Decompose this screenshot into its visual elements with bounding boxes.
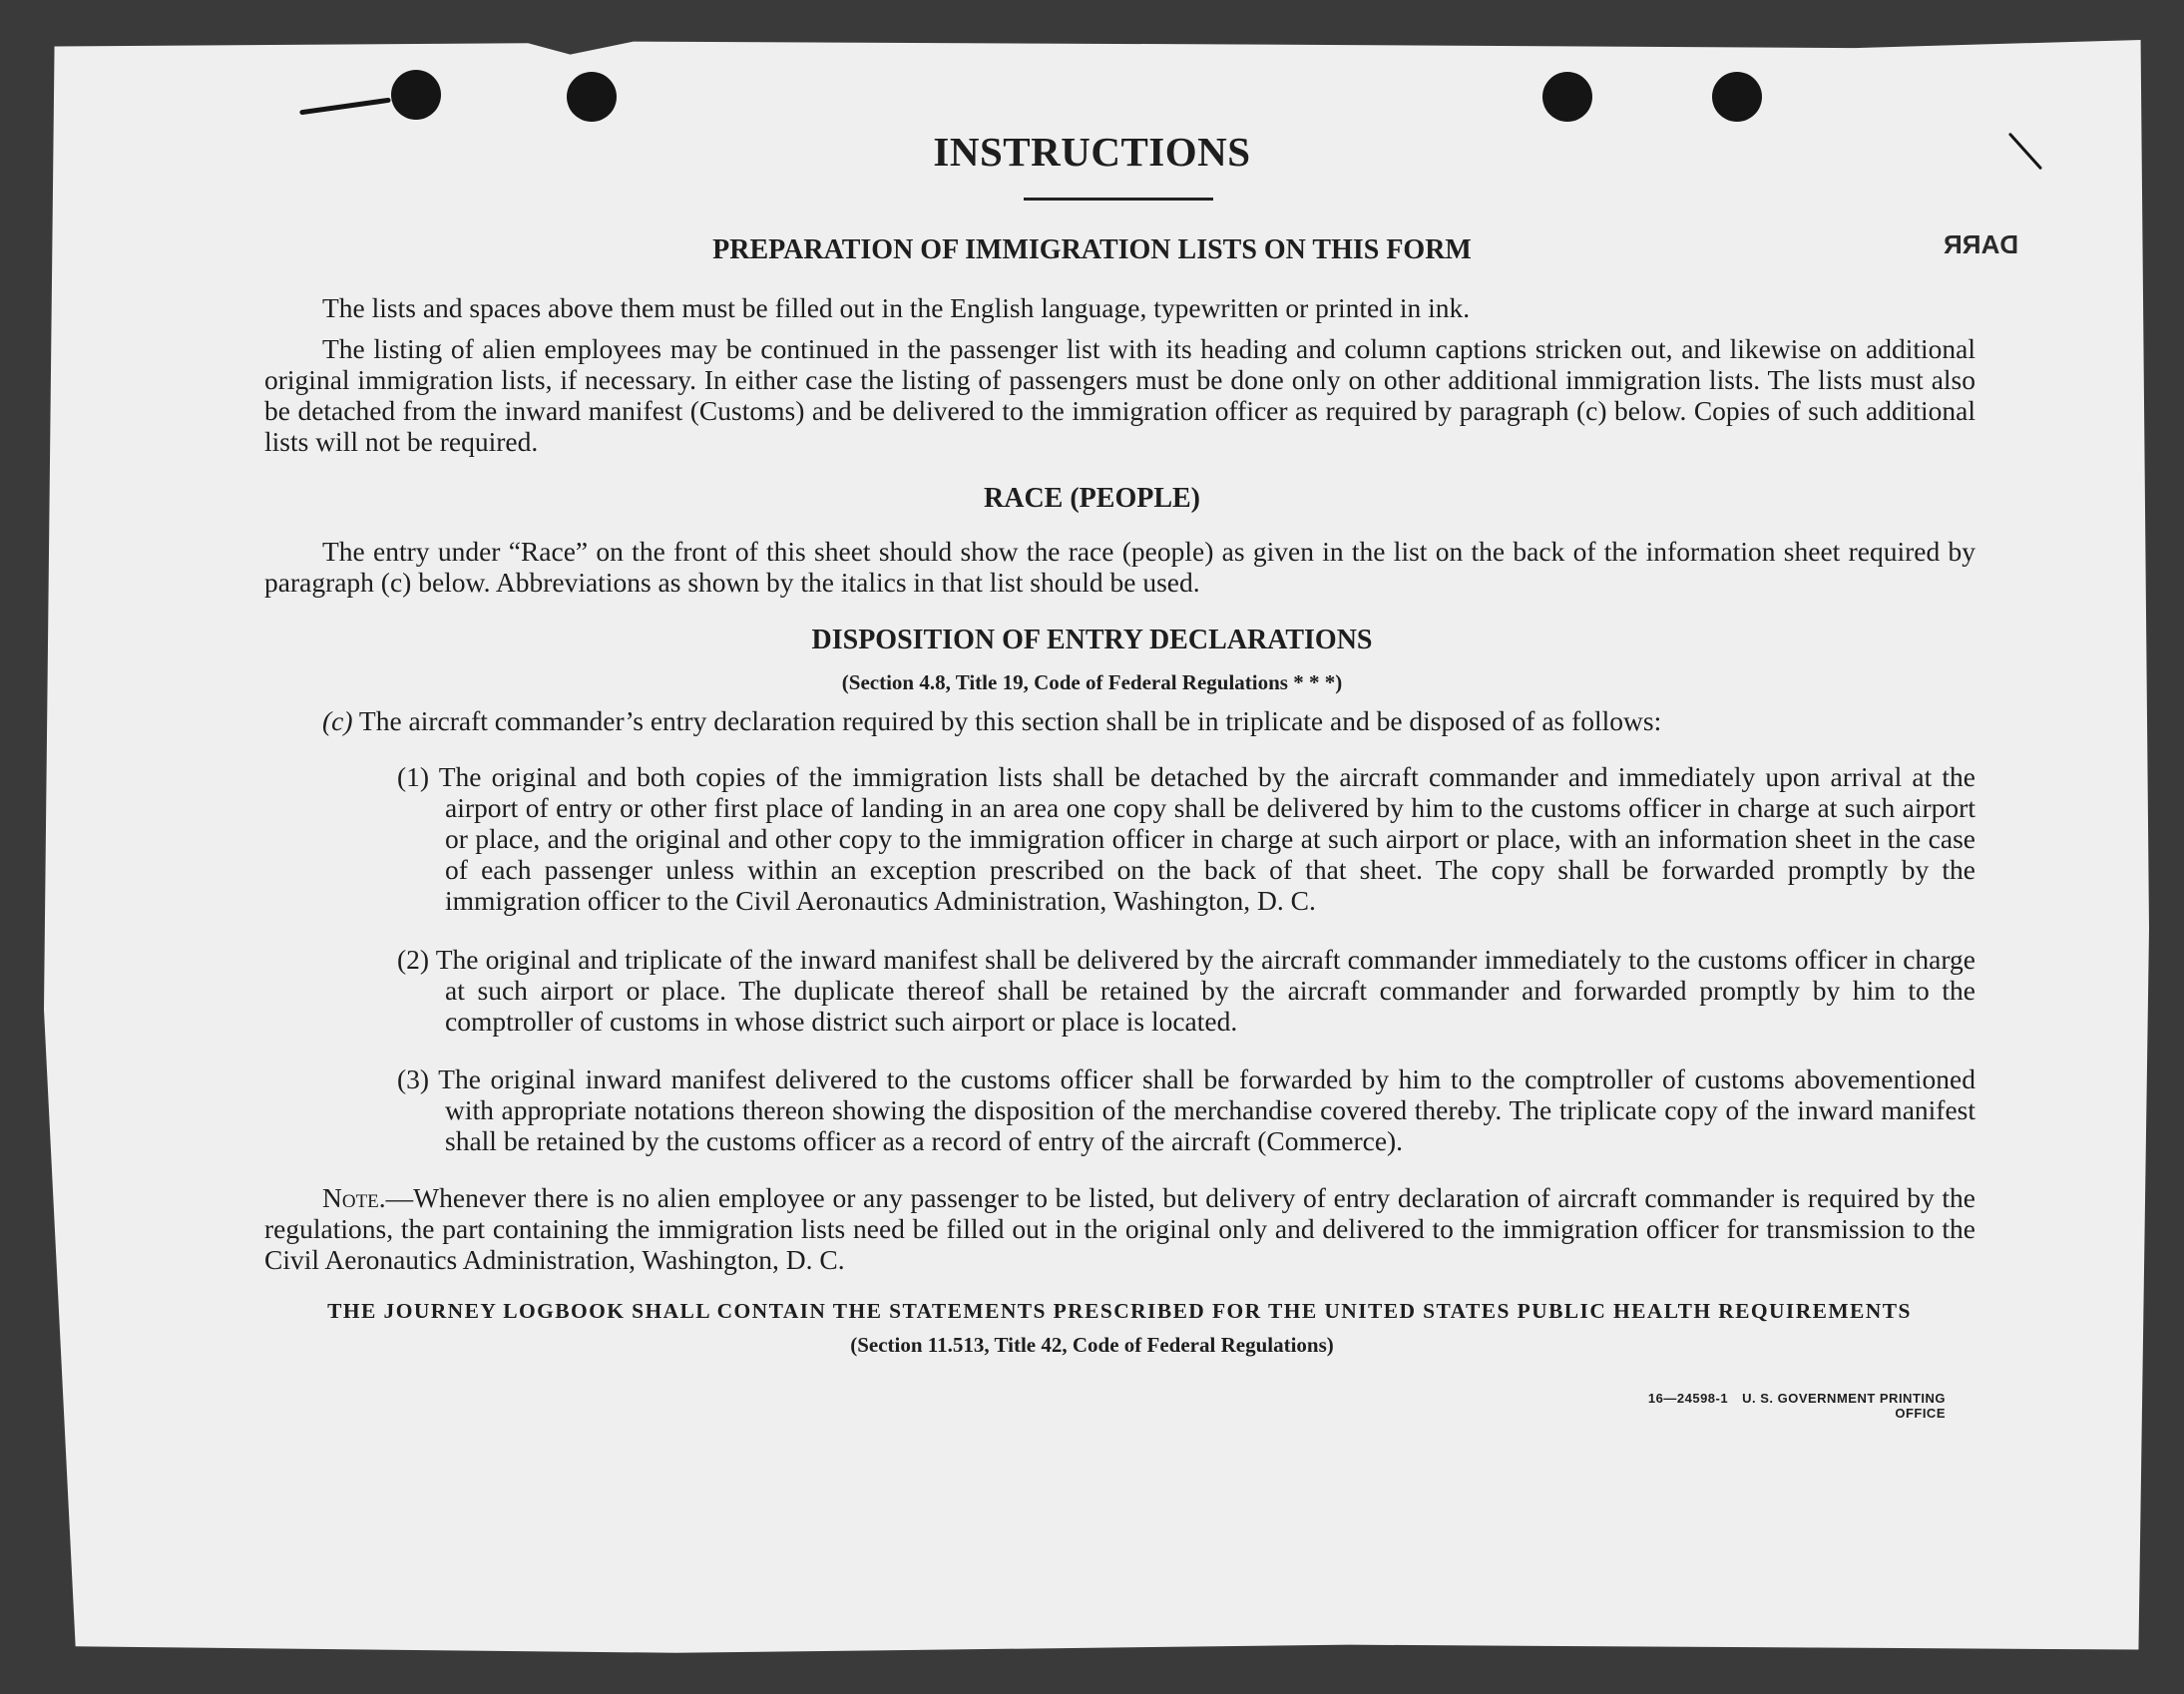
- list-item: [369, 1063, 1975, 1156]
- list-item-number: (3): [397, 1063, 430, 1094]
- list-item-text: The original and triplicate of the inward manifest shall be delivered by the aircraft commander immediately to the customs officer in charge at such airport or place. The duplicate thereof shall be retained by the aircraft commander and forwarded promptly by him to the comptroller of customs in whose district such airport or place is located.: [435, 944, 1975, 1037]
- list-item-text: The original inward manifest delivered to the customs officer shall be forwarded by him to the comptroller of customs abovementioned with appropriate notations thereon showing the disposition of the merchandise covered thereby. The triplicate copy of the inward manifest shall be retained by the customs officer as a record of entry of the aircraft (Commerce).: [438, 1063, 1975, 1156]
- list-item-number: (2): [397, 944, 430, 975]
- paragraph-preparation-2: The listing of alien employees may be continued in the passenger list with its heading and column captions stricken out, and likewise on additional original immigration lists, if necessary. In either case the listing of passengers must be done only on other additional immigration lists. The lists must also be detached from the inward manifest (Customs) and be delivered to the immigration officer as required by paragraph (c) below. Copies of such additional lists will not be required.: [264, 333, 1975, 457]
- punch-hole: [1542, 72, 1592, 122]
- form-number: 16—24598-1: [1647, 1391, 1729, 1406]
- subheading-disposition: (Section 4.8, Title 19, Code of Federal Regulations * * *): [841, 670, 1343, 694]
- heading-preparation: PREPARATION OF IMMIGRATION LISTS ON THIS FORM: [712, 234, 1472, 265]
- punch-hole: [391, 70, 441, 120]
- bleed-through-text: DARR: [1944, 229, 2019, 259]
- printer-imprint: [1596, 1391, 1946, 1421]
- note-text: —Whenever there is no alien employee or any passenger to be listed, but delivery of entry declaration of aircraft commander is required by the regulations, the part containing the immigration lists need be filled out in the original only and delivered to the immigration officer for transmission to the Civil Aeronautics Administration, Washington, D. C.: [264, 1182, 1975, 1275]
- page-title: INSTRUCTIONS: [933, 129, 1251, 175]
- footer-heading: THE JOURNEY LOGBOOK SHALL CONTAIN THE STATEMENTS PRESCRIBED FOR THE UNITED STATES PUBLIC HEALTH REQUIREMENTS: [327, 1299, 1912, 1323]
- list-item-text: The original and both copies of the immigration lists shall be detached by the aircraft commander and immediately upon arrival at the airport of entry or other first place of landing in an area one copy shall be delivered by him to the customs officer in charge at such airport or place, and the original and other copy to the immigration officer in charge at such airport or place, with an information sheet in the case of each passenger unless within an exception prescribed on the back of that sheet. The copy shall be forwarded promptly by the immigration officer to the Civil Aeronautics Administration, Washington, D. C.: [438, 761, 1975, 916]
- heading-disposition: DISPOSITION OF ENTRY DECLARATIONS: [811, 625, 1373, 655]
- list-item-number: (1): [397, 761, 430, 792]
- punch-hole: [1712, 72, 1762, 122]
- heading-race: RACE (PEOPLE): [984, 483, 1200, 514]
- list-item: [369, 761, 1975, 916]
- paragraph-c: [322, 705, 1978, 737]
- list-item: [369, 944, 1975, 1037]
- paragraph-c-label: (c): [322, 705, 353, 736]
- note-paragraph: [264, 1182, 1975, 1275]
- printer-name: U. S. GOVERNMENT PRINTING OFFICE: [1742, 1391, 1946, 1421]
- paragraph-race: The entry under “Race” on the front of this sheet should show the race (people) as given in the list on the back of the information sheet required by paragraph (c) below. Abbreviations as shown by the italics in that list should be used.: [264, 536, 1975, 598]
- footer-subheading: (Section 11.513, Title 42, Code of Federal Regulations): [850, 1333, 1334, 1357]
- note-label: Note.: [322, 1182, 386, 1213]
- punch-hole: [567, 72, 617, 122]
- title-underline: [1024, 198, 1213, 201]
- paragraph-c-text: The aircraft commander’s entry declaration required by this section shall be in triplicate and be disposed of as follows:: [358, 705, 1662, 736]
- paragraph-preparation-1: The lists and spaces above them must be filled out in the English language, typewritten or printed in ink.: [322, 292, 1471, 323]
